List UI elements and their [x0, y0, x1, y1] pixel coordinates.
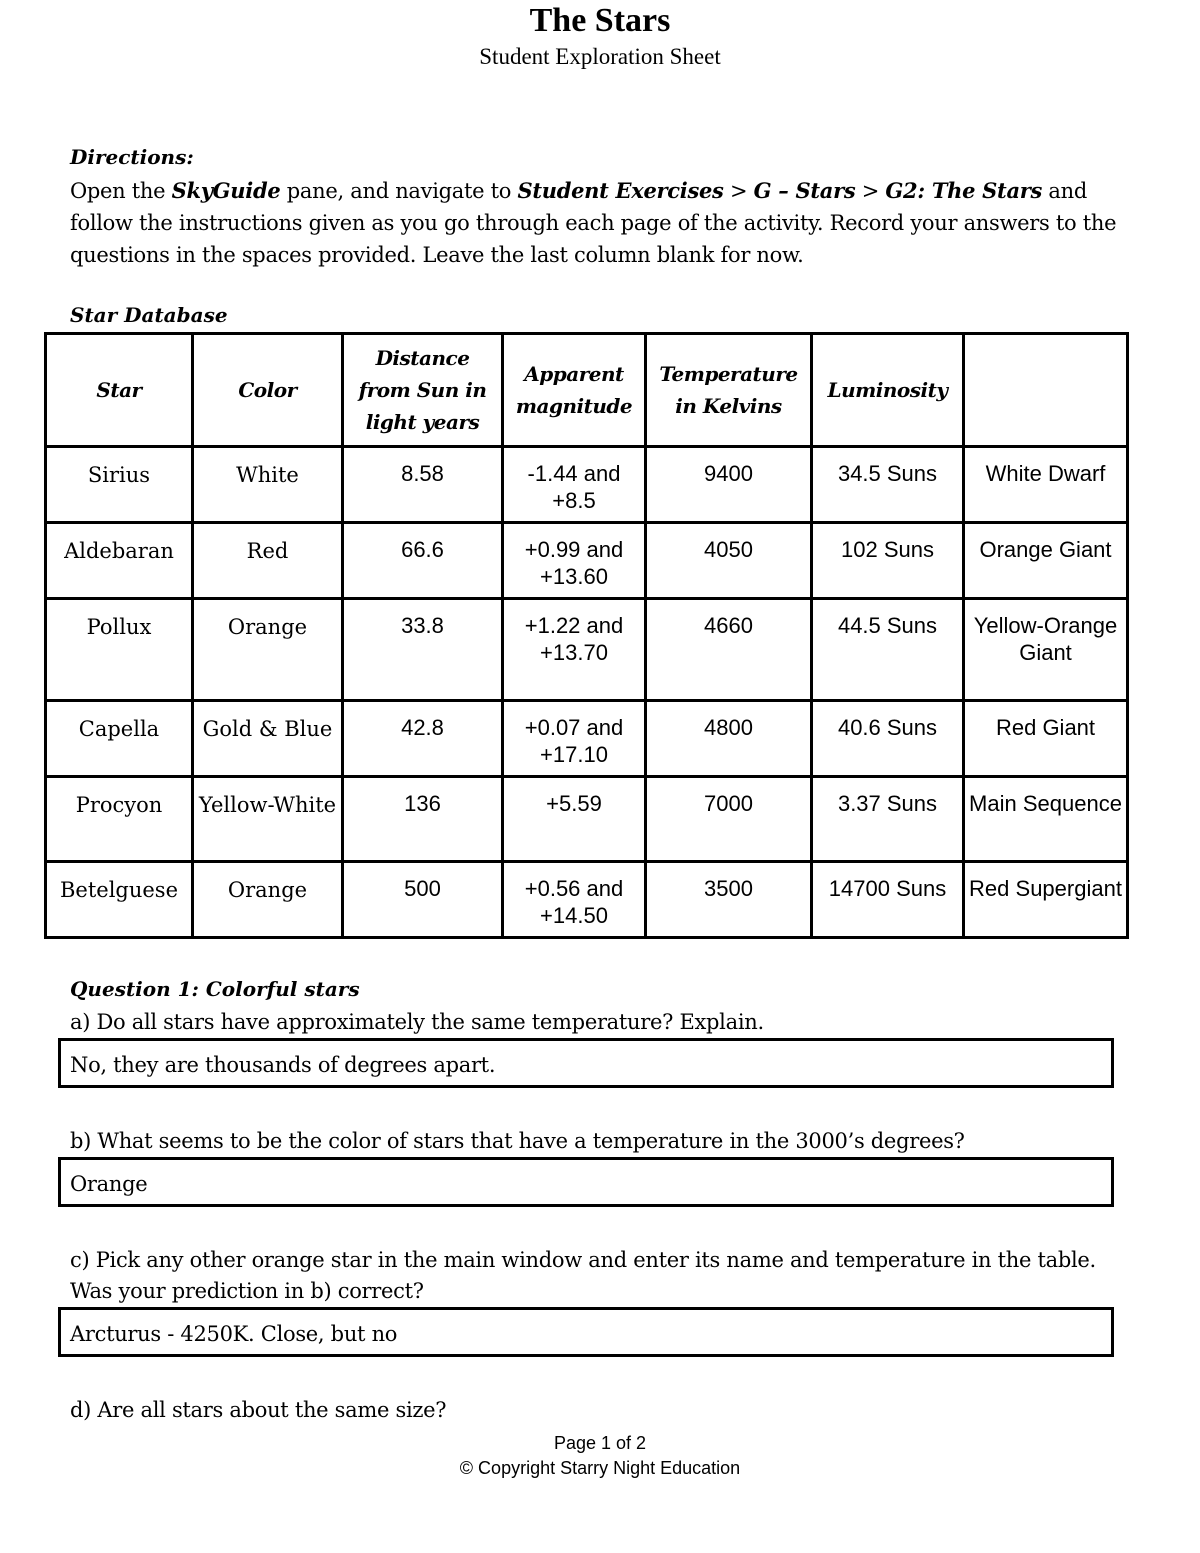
cell-color: Orange [193, 599, 343, 701]
header-magnitude: Apparent magnitude [503, 334, 646, 447]
cell-color: Orange [193, 862, 343, 938]
cell-color: Gold & Blue [193, 701, 343, 777]
cell-magnitude: +5.59 [503, 777, 646, 862]
cell-luminosity: 14700 Suns [812, 862, 964, 938]
page-number: Page 1 of 2 [553, 1433, 647, 1453]
cell-distance: 8.58 [343, 447, 503, 523]
cell-type: Red Giant [964, 701, 1128, 777]
table-header-row [46, 334, 1128, 447]
cell-distance: 42.8 [343, 701, 503, 777]
cell-magnitude: -1.44 and +8.5 [503, 447, 646, 523]
answer-b-box[interactable] [58, 1157, 1114, 1207]
cell-star: Sirius [46, 447, 193, 523]
cell-temperature: 9400 [646, 447, 812, 523]
directions-part: Open the [70, 179, 172, 203]
directions-part: > [723, 179, 754, 203]
directions-skyguide: SkyGuide [171, 178, 281, 203]
answer-c-text: Arcturus - 4250K. Close, but no [70, 1322, 398, 1346]
cell-distance: 33.8 [343, 599, 503, 701]
directions-g2-the-stars: G2: The Stars [885, 178, 1043, 203]
answer-a-text: No, they are thousands of degrees apart. [70, 1053, 496, 1077]
cell-temperature: 4050 [646, 523, 812, 599]
header-color: Color [193, 334, 343, 447]
answer-c-box[interactable] [58, 1307, 1114, 1357]
cell-star: Pollux [46, 599, 193, 701]
cell-luminosity: 34.5 Suns [812, 447, 964, 523]
question-b-text: b) What seems to be the color of stars that have a temperature in the 3000’s degrees? [70, 1129, 965, 1153]
cell-magnitude: +0.99 and +13.60 [503, 523, 646, 599]
cell-temperature: 3500 [646, 862, 812, 938]
cell-type: Yellow-Orange Giant [964, 599, 1128, 701]
cell-luminosity: 44.5 Suns [812, 599, 964, 701]
question-d-text: d) Are all stars about the same size? [70, 1398, 447, 1422]
cell-type: Orange Giant [964, 523, 1128, 599]
directions-part: pane, and navigate to [280, 179, 518, 203]
cell-distance: 136 [343, 777, 503, 862]
directions-part: > [855, 179, 886, 203]
cell-distance: 500 [343, 862, 503, 938]
cell-temperature: 4800 [646, 701, 812, 777]
document-title: The Stars [529, 2, 671, 39]
cell-luminosity: 102 Suns [812, 523, 964, 599]
table-row [46, 862, 1128, 938]
cell-type: White Dwarf [964, 447, 1128, 523]
cell-color: Yellow-White [193, 777, 343, 862]
answer-b-text: Orange [70, 1172, 148, 1196]
cell-star: Procyon [46, 777, 193, 862]
cell-distance: 66.6 [343, 523, 503, 599]
cell-magnitude: +1.22 and +13.70 [503, 599, 646, 701]
directions-label: Directions: [70, 145, 194, 169]
star-database-label: Star Database [70, 303, 228, 327]
directions-text [70, 175, 1130, 271]
table-row [46, 599, 1128, 701]
cell-luminosity: 3.37 Suns [812, 777, 964, 862]
document-subtitle: Student Exploration Sheet [479, 44, 721, 69]
table-row [46, 523, 1128, 599]
question1-title: Question 1: Colorful stars [70, 977, 360, 1001]
table-row [46, 701, 1128, 777]
star-database-table [44, 332, 1129, 939]
header-distance: Distance from Sun in light years [343, 334, 503, 447]
header-temperature: Temperature in Kelvins [646, 334, 812, 447]
directions-part: and follow the instructions given as you go through each page of the activity. Record your answers to the questions in the spaces provided. Leave the last column blank for now. [70, 179, 1117, 267]
cell-color: Red [193, 523, 343, 599]
cell-magnitude: +0.07 and +17.10 [503, 701, 646, 777]
cell-star: Aldebaran [46, 523, 193, 599]
question-a-text: a) Do all stars have approximately the same temperature? Explain. [70, 1010, 764, 1034]
cell-star: Betelguese [46, 862, 193, 938]
cell-temperature: 4660 [646, 599, 812, 701]
header-blank [964, 334, 1128, 447]
question-c-text: c) Pick any other orange star in the main window and enter its name and temperature in the table. Was your prediction in b) correct? [70, 1248, 1096, 1303]
cell-star: Capella [46, 701, 193, 777]
header-luminosity: Luminosity [812, 334, 964, 447]
directions-g-stars: G – Stars [753, 178, 856, 203]
cell-type: Main Sequence [964, 777, 1128, 862]
cell-luminosity: 40.6 Suns [812, 701, 964, 777]
answer-a-box[interactable] [58, 1038, 1114, 1088]
cell-temperature: 7000 [646, 777, 812, 862]
copyright: © Copyright Starry Night Education [459, 1458, 741, 1478]
header-star: Star [46, 334, 193, 447]
cell-magnitude: +0.56 and +14.50 [503, 862, 646, 938]
table-row [46, 777, 1128, 862]
cell-type: Red Supergiant [964, 862, 1128, 938]
cell-color: White [193, 447, 343, 523]
directions-student-exercises: Student Exercises [517, 178, 724, 203]
table-row [46, 447, 1128, 523]
